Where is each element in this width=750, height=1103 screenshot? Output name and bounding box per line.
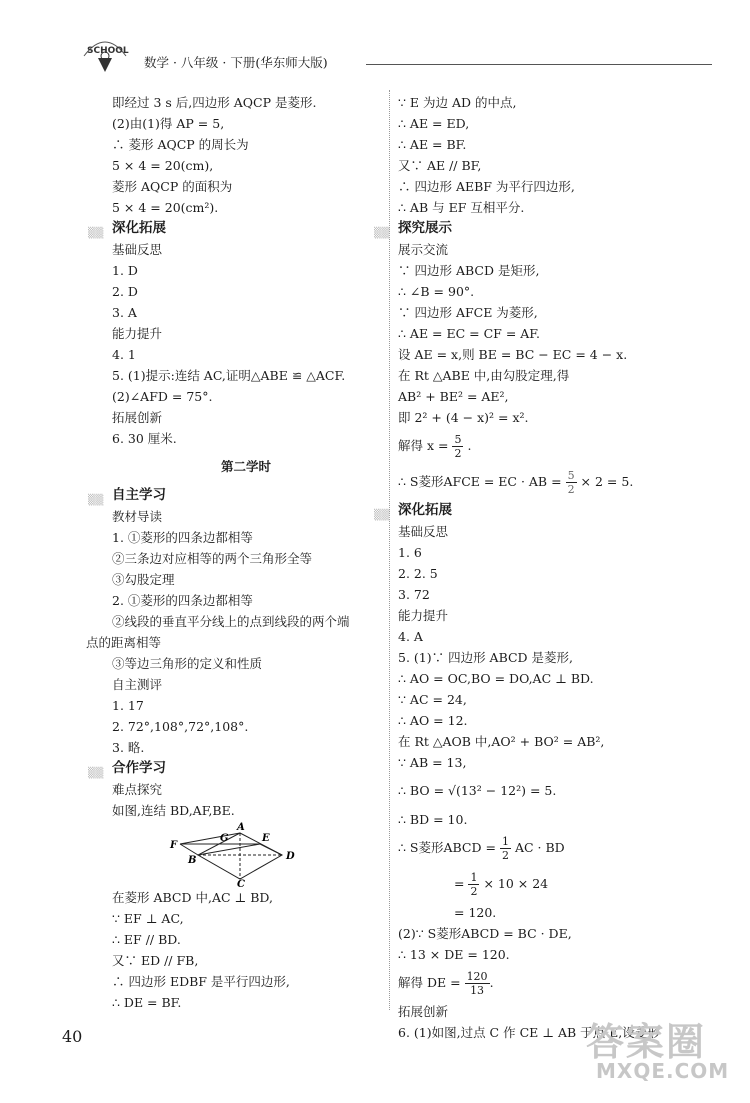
text-line: ∵ EF ⊥ AC, — [112, 911, 184, 926]
section-heading: ▒▒ 探究展示 — [374, 220, 452, 239]
watermark-text: 答案圈 — [586, 1020, 707, 1064]
equation-line: = $\frac{1}{2}$ × 10 × 24 — [454, 871, 549, 898]
text-line: ∴ AB 与 EF 互相平分. — [398, 200, 525, 215]
text-line: ∴ AE = ED, — [398, 116, 470, 131]
section-heading: ▒▒ 自主学习 — [88, 487, 166, 506]
text-line: ∵ AC = 24, — [398, 692, 467, 707]
point-label-b: B — [188, 855, 197, 866]
fraction: $\frac{5}{2}$ — [567, 469, 575, 496]
segment-fb — [180, 844, 198, 855]
section-heading: ▒▒ 合作学习 — [88, 760, 166, 779]
subheading: 拓展创新 — [112, 410, 163, 425]
answer-line: 1. D — [112, 263, 138, 278]
text-line: ∵ AB = 13, — [398, 755, 467, 770]
lesson-title: 第二学时 — [220, 459, 271, 474]
subheading: 基础反思 — [112, 242, 163, 257]
subheading: 难点探究 — [112, 782, 163, 797]
equation-line: ∴ S菱形ABCD = $\frac{1}{2}$ AC · BD — [398, 835, 565, 862]
text-line: 设 AE = x,则 BE = BC − EC = 4 − x. — [398, 347, 628, 362]
text-line: ∴ 四边形 EDBF 是平行四边形, — [112, 974, 290, 989]
segment-af — [180, 833, 240, 844]
subheading: 展示交流 — [398, 242, 449, 257]
answer-line: 3. 72 — [398, 587, 430, 602]
text-line: ∴ BO = √(13² − 12²) = 5. — [398, 783, 557, 798]
answer-line: 1. 17 — [112, 698, 144, 713]
school-logo-icon — [78, 34, 132, 74]
text-line: 5. (1)∵ 四边形 ABCD 是菱形, — [398, 650, 574, 665]
point-label-g: G — [220, 833, 229, 844]
text-line: ∴ 菱形 AQCP 的周长为 — [112, 137, 249, 152]
text-line: (2)∵ S菱形ABCD = BC · DE, — [398, 926, 572, 941]
segment-be — [198, 844, 260, 855]
subheading: 基础反思 — [398, 524, 449, 539]
fraction: $\frac{1}{2}$ — [501, 835, 509, 862]
text-line: 在 Rt △AOB 中,AO² + BO² = AB², — [398, 734, 605, 749]
page-number: 40 — [62, 1027, 83, 1046]
section-heading: ▒▒ 深化拓展 — [374, 502, 452, 521]
subheading: 能力提升 — [398, 608, 449, 623]
equation-line: 解得 x = $\frac{5}{2}$ . — [398, 433, 472, 460]
text-line: ②线段的垂直平分线上的点到线段的两个端 — [112, 614, 350, 629]
point-label-f: F — [170, 840, 178, 851]
answer-line: 2. 72°,108°,72°,108°. — [112, 719, 249, 734]
text-line: ∴ AE = BF. — [398, 137, 467, 152]
text-line: 在 Rt △ABE 中,由勾股定理,得 — [398, 368, 570, 383]
text-line: 菱形 AQCP 的面积为 — [112, 179, 233, 194]
answer-line: 4. 1 — [112, 347, 136, 362]
logo-text: SCHOOL — [87, 46, 129, 56]
answer-line: (2)∠AFD = 75°. — [112, 389, 213, 404]
answer-line: 6. 30 厘米. — [112, 431, 177, 446]
text-line: ③等边三角形的定义和性质 — [112, 656, 263, 671]
text-line: ∵ E 为边 AD 的中点, — [398, 95, 517, 110]
text-line: ∵ 四边形 ABCD 是矩形, — [398, 263, 540, 278]
point-label-c: C — [237, 879, 245, 887]
left-column — [86, 92, 380, 1013]
subheading: 能力提升 — [112, 326, 163, 341]
answer-line: 2. 2. 5 — [398, 566, 438, 581]
answer-line: 4. A — [398, 629, 423, 644]
text-line: ∴ 13 × DE = 120. — [398, 947, 510, 962]
text-line: 又∵ AE // BF, — [398, 158, 482, 173]
text-line: 2. ①菱形的四条边都相等 — [112, 593, 253, 608]
text-line: ∴ AO = 12. — [398, 713, 468, 728]
text-line: ②三条边对应相等的两个三角形全等 — [112, 551, 313, 566]
text-line: 即经过 3 s 后,四边形 AQCP 是菱形. — [112, 95, 317, 110]
point-label-e: E — [262, 833, 270, 844]
text-line: = 120. — [454, 905, 497, 920]
rhombus-diagram — [112, 821, 380, 887]
text-line: ∴ DE = BF. — [112, 995, 182, 1010]
answer-line: 1. 6 — [398, 545, 422, 560]
equation-line: 解得 DE = $\frac{120}{13}$ . — [398, 970, 494, 997]
section-marker-icon: ▒▒ — [88, 768, 104, 779]
subheading: 自主测评 — [112, 677, 163, 692]
text-line: 6. (1)如图,过点 C 作 CE ⊥ AB 于点 E,设菱形 — [398, 1025, 660, 1040]
text-line: (2)由(1)得 AP = 5, — [112, 116, 225, 131]
text-line: 点的距离相等 — [86, 635, 162, 650]
subheading: 拓展创新 — [398, 1004, 449, 1019]
answer-line: 2. D — [112, 284, 138, 299]
text-line: ∴ AO = OC,BO = DO,AC ⊥ BD. — [398, 671, 594, 686]
section-marker-icon: ▒▒ — [374, 228, 390, 239]
text-line: 又∵ ED // FB, — [112, 953, 199, 968]
text-line: ∴ 四边形 AEBF 为平行四边形, — [398, 179, 575, 194]
equation-line: ∴ S菱形AFCE = EC · AB = $\frac{5}{2}$ × 2 = 5. — [398, 469, 634, 496]
answer-line: 5. (1)提示:连结 AC,证明△ABE ≌ △ACF. — [112, 368, 346, 383]
section-marker-icon: ▒▒ — [88, 228, 104, 239]
watermark-url: MXQE.COM — [596, 1059, 730, 1083]
header-rule — [366, 64, 712, 65]
answer-line: 3. 略. — [112, 740, 145, 755]
section-heading: ▒▒ 深化拓展 — [88, 220, 166, 239]
section-marker-icon: ▒▒ — [374, 510, 390, 521]
right-column — [374, 92, 660, 1043]
fraction: $\frac{120}{13}$ — [466, 970, 488, 997]
segment-ed — [260, 844, 282, 855]
point-label-d: D — [286, 851, 295, 862]
subheading: 教材导读 — [112, 509, 163, 524]
header-title: 数学 · 八年级 · 下册(华东师大版) — [144, 55, 328, 70]
text-line: ∴ AE = EC = CF = AF. — [398, 326, 540, 341]
point-label-a: A — [237, 822, 245, 833]
section-marker-icon: ▒▒ — [88, 495, 104, 506]
text-line: 如图,连结 BD,AF,BE. — [112, 803, 235, 818]
text-line: ∴ BD = 10. — [398, 812, 468, 827]
text-line: AB² + BE² = AE², — [398, 389, 509, 404]
fraction: $\frac{5}{2}$ — [454, 433, 462, 460]
text-line: 1. ①菱形的四条边都相等 — [112, 530, 253, 545]
text-line: ∴ EF // BD. — [112, 932, 181, 947]
text-line: ③勾股定理 — [112, 572, 175, 587]
page-header — [78, 34, 718, 74]
text-line: 5 × 4 = 20(cm²). — [112, 200, 219, 215]
text-line: 即 2² + (4 − x)² = x². — [398, 410, 529, 425]
text-line: ∴ ∠B = 90°. — [398, 284, 475, 299]
watermark — [586, 1011, 736, 1091]
text-line: 在菱形 ABCD 中,AC ⊥ BD, — [112, 890, 273, 905]
fraction: $\frac{1}{2}$ — [470, 871, 478, 898]
text-line: ∵ 四边形 AFCE 为菱形, — [398, 305, 538, 320]
answer-line: 3. A — [112, 305, 137, 320]
text-line: 5 × 4 = 20(cm), — [112, 158, 214, 173]
